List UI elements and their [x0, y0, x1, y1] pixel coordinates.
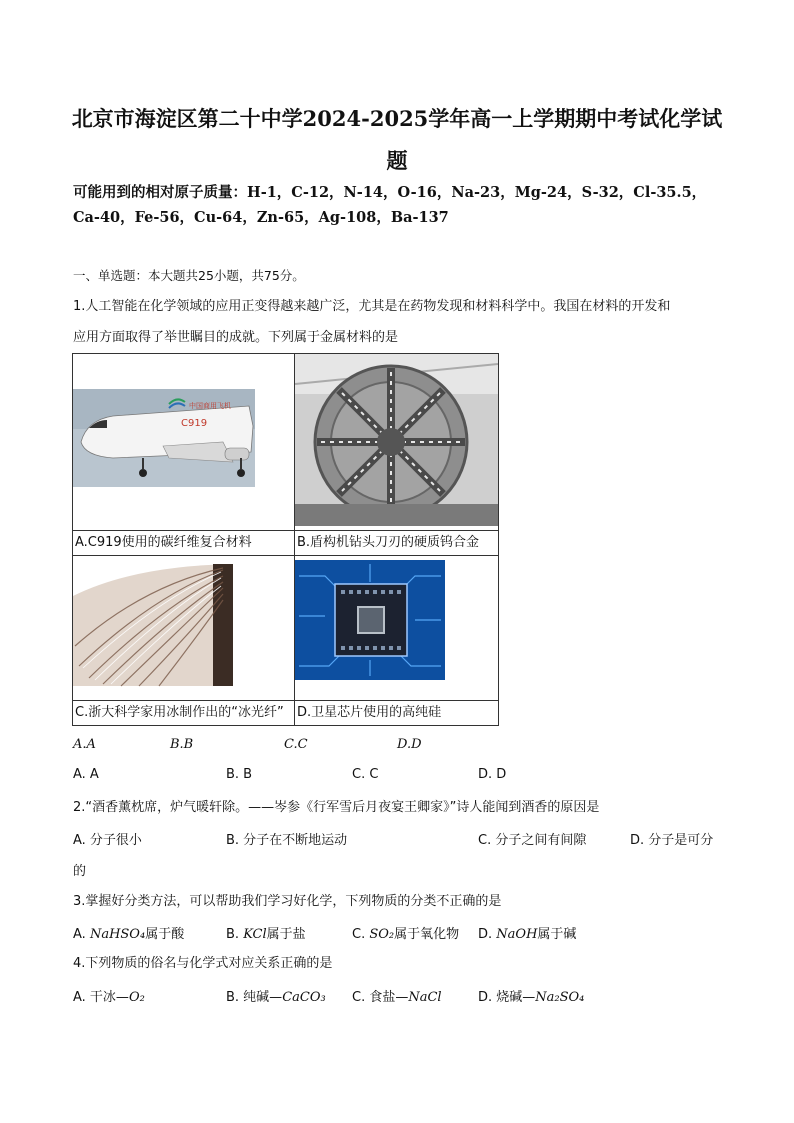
q4-option-d-label: D. 烧碱—: [478, 990, 536, 1005]
q1-inline-option-a: A.A: [73, 737, 96, 752]
q3-option-c-formula: SO₂: [369, 927, 395, 942]
q3-option-a[interactable]: [73, 923, 184, 942]
q4-option-c-formula: NaCl: [408, 990, 442, 1005]
q1-option-b[interactable]: B. B: [226, 767, 253, 782]
q1-caption-a: A.C919使用的碳纤维复合材料: [73, 531, 295, 556]
q1-caption-b: B.盾构机钻头刀刃的硬质钨合金: [295, 531, 499, 556]
q1-inline-option-d: D.D: [397, 737, 422, 752]
section-heading: 一、单选题：本大题共25小题，共75分。: [73, 268, 305, 283]
q1-caption-c: C.浙大科学家用冰制作出的“冰光纤”: [73, 701, 295, 726]
airplane-c919-text: C919: [181, 418, 208, 429]
q4-option-a-formula: O₂: [128, 990, 145, 1005]
q4-option-a[interactable]: [73, 986, 145, 1005]
airline-logo-text: 中国商用飞机: [189, 402, 231, 410]
q3-option-d-label: D.: [478, 927, 497, 942]
atomic-masses-line2: Ca-40，Fe-56，Cu-64，Zn-65，Ag-108，Ba-137: [73, 209, 449, 226]
q2-option-d[interactable]: D. 分子是可分: [630, 833, 714, 848]
q3-option-d-formula: NaOH: [496, 927, 538, 942]
q3-option-d[interactable]: [478, 923, 576, 942]
q1-image-cell-d: [295, 556, 499, 701]
q2-option-b[interactable]: B. 分子在不断地运动: [226, 833, 348, 848]
q4-stem: 4.下列物质的俗名与化学式对应关系正确的是: [73, 956, 333, 971]
q1-image-cell-a: [73, 354, 295, 531]
q4-option-c[interactable]: [352, 986, 442, 1005]
q2-stem: 2.“酒香薰枕席，炉气暖轩除。——岑参《行军雪后月夜宴王卿家》”诗人能闻到酒香的原因是: [73, 800, 600, 815]
q3-option-a-text: 属于酸: [145, 927, 185, 942]
q1-image-cell-c: [73, 556, 295, 701]
q1-caption-d: D.卫星芯片使用的高纯硅: [295, 701, 499, 726]
q3-option-c-label: C.: [352, 927, 370, 942]
q4-option-d-formula: Na₂SO₄: [535, 990, 585, 1005]
q1-option-c[interactable]: C. C: [352, 767, 379, 782]
q1-option-d[interactable]: D. D: [478, 767, 507, 782]
airplane-image: [73, 354, 294, 526]
q3-option-b-label: B.: [226, 927, 244, 942]
q3-stem: 3.掌握好分类方法，可以帮助我们学习好化学，下列物质的分类不正确的是: [73, 894, 502, 909]
q1-inline-option-b: B.B: [170, 737, 194, 752]
tunnel-boring-machine-image: [295, 354, 498, 526]
q1-inline-option-c: C.C: [284, 737, 308, 752]
q2-option-c[interactable]: C. 分子之间有间隙: [478, 833, 587, 848]
satellite-chip-image: [295, 556, 498, 696]
q3-option-c[interactable]: [352, 923, 459, 942]
q3-option-c-text: 属于氧化物: [394, 927, 460, 942]
q1-stem-line2: 应用方面取得了举世瞩目的成就。下列属于金属材料的是: [73, 330, 399, 345]
q4-option-a-label: A. 干冰—: [73, 990, 129, 1005]
q3-option-a-label: A.: [73, 927, 90, 942]
q3-option-b[interactable]: [226, 923, 306, 942]
q4-option-d[interactable]: [478, 986, 584, 1005]
exam-title: 北京市海淀区第二十中学2024-2025学年高一上学期期中考试化学试: [71, 106, 723, 131]
q1-image-cell-b: [295, 354, 499, 531]
exam-title-continued: 题: [386, 148, 408, 173]
atomic-masses-line1: 可能用到的相对原子质量：H-1，C-12，N-14，O-16，Na-23，Mg-24，S-32，Cl-35.5，: [73, 184, 707, 201]
q1-stem-line1: 1.人工智能在化学领域的应用正变得越来越广泛，尤其是在药物发现和材料科学中。我国在材料的开发和: [73, 299, 671, 314]
q3-option-a-formula: NaHSO₄: [89, 927, 146, 942]
q1-image-table: [72, 353, 499, 726]
q1-option-a[interactable]: A. A: [73, 767, 99, 782]
ice-optical-fiber-image: [73, 556, 294, 696]
q2-option-d-wrap: 的: [73, 864, 87, 879]
q3-option-d-text: 属于碱: [537, 927, 577, 942]
q4-option-b-label: B. 纯碱—: [226, 990, 283, 1005]
q3-option-b-formula: KCl: [243, 927, 267, 942]
q3-option-b-text: 属于盐: [266, 927, 306, 942]
q4-option-c-label: C. 食盐—: [352, 990, 409, 1005]
q4-option-b[interactable]: [226, 986, 326, 1005]
q4-option-b-formula: CaCO₃: [282, 990, 326, 1005]
q2-option-a[interactable]: A. 分子很小: [73, 833, 142, 848]
